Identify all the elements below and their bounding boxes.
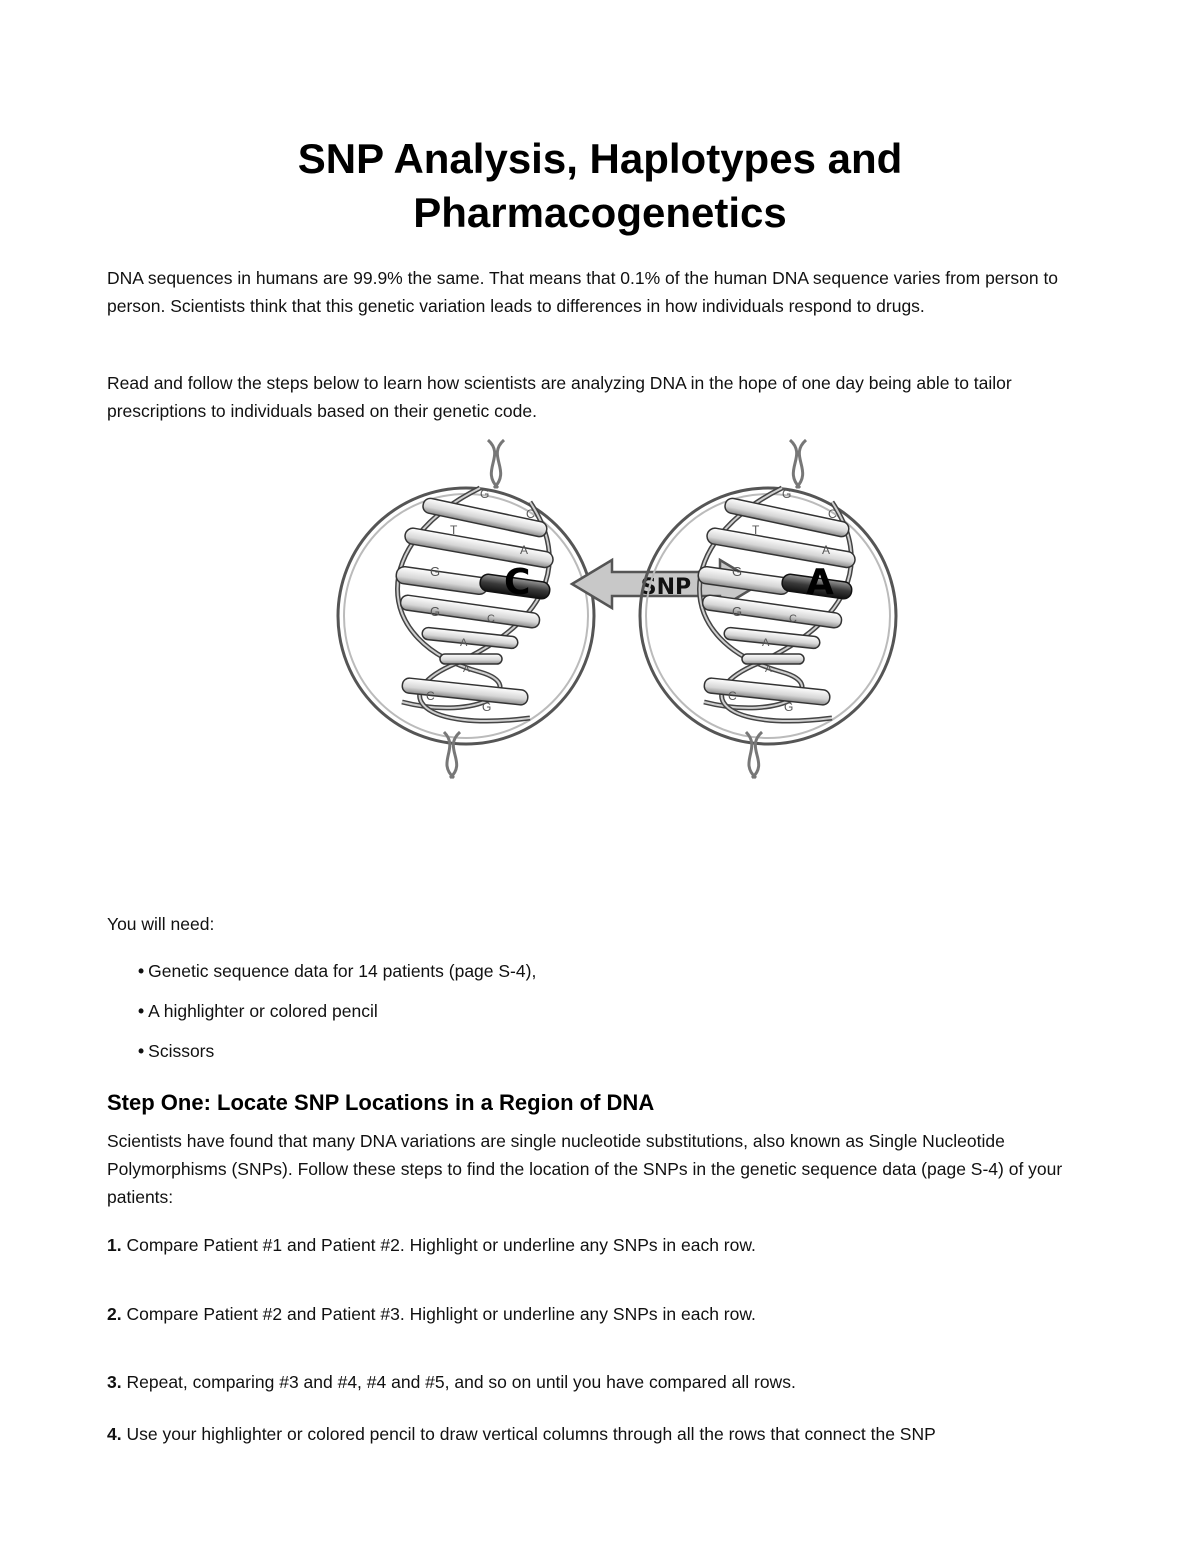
- step-number: 4.: [107, 1424, 122, 1444]
- left-base-5: G: [430, 564, 441, 579]
- intro-paragraph-1: DNA sequences in humans are 99.9% the same. That means that 0.1% of the human DNA sequence varies from person to person. Scientists think that this genetic variation leads to differences in how individuals respond to drugs.: [107, 268, 1059, 316]
- left-base-10: C: [426, 689, 435, 703]
- left-base-9: A: [463, 664, 470, 675]
- step-3: [107, 1368, 1097, 1396]
- needs-label: You will need:: [107, 914, 215, 934]
- step-1: [107, 1231, 1097, 1259]
- step-2: [107, 1300, 1097, 1328]
- left-base-3: T: [450, 523, 458, 537]
- left-base-8: A: [460, 637, 468, 649]
- step-text: Compare Patient #1 and Patient #2. Highlight or underline any SNPs in each row.: [126, 1235, 756, 1255]
- intro-paragraph-2: Read and follow the steps below to learn how scientists are analyzing DNA in the hope of one day being able to tailor prescriptions to individuals based on their genetic code.: [107, 373, 1012, 421]
- left-base-7: C: [487, 613, 495, 625]
- page-title: [0, 132, 1200, 240]
- step-number: 2.: [107, 1304, 122, 1324]
- needs-list: [138, 957, 536, 1077]
- needs-item-1: Genetic sequence data for 14 patients (page S-4),: [148, 961, 537, 981]
- snp-dna-illustration: [330, 432, 910, 792]
- step-4: [107, 1420, 1097, 1448]
- left-snp-letter: C: [504, 562, 531, 603]
- bullet-icon: •: [138, 1041, 145, 1061]
- right-base-10: C: [728, 689, 737, 703]
- title-line-1: SNP Analysis, Haplotypes and: [297, 135, 903, 182]
- left-base-4: A: [520, 543, 529, 557]
- step-one-intro: Scientists have found that many DNA variations are single nucleotide substitutions, also known as Single Nucleotide Polymorphisms (SNPs). Follow these steps to find the location of the SNPs in the genetic sequence data (page S-4) of your patients:: [107, 1131, 1063, 1207]
- left-base-11: G: [482, 700, 492, 714]
- step-one-heading: Step One: Locate SNP Locations in a Region of DNA: [107, 1090, 655, 1115]
- snp-arrow-label: SNP: [640, 575, 692, 600]
- left-base-6: G: [430, 604, 441, 619]
- list-item: [138, 1037, 536, 1077]
- step-number: 1.: [107, 1235, 122, 1255]
- needs-item-3: Scissors: [148, 1041, 215, 1061]
- right-base-1: G: [782, 487, 792, 501]
- right-base-9: A: [765, 664, 772, 675]
- left-base-2: C: [526, 507, 535, 521]
- step-text: Compare Patient #2 and Patient #3. Highlight or underline any SNPs in each row.: [126, 1304, 756, 1324]
- title-line-2: Pharmacogenetics: [413, 189, 787, 236]
- right-base-7: C: [789, 613, 797, 625]
- list-item: [138, 957, 536, 997]
- step-text: Repeat, comparing #3 and #4, #4 and #5, and so on until you have compared all rows.: [126, 1372, 796, 1392]
- right-helix: [640, 440, 896, 778]
- left-base-1: G: [480, 487, 490, 501]
- right-base-4: A: [822, 543, 831, 557]
- right-base-3: T: [752, 523, 760, 537]
- right-base-6: G: [732, 604, 743, 619]
- left-helix: [338, 440, 594, 778]
- right-base-8: A: [762, 637, 770, 649]
- right-base-2: C: [828, 507, 837, 521]
- right-base-11: G: [784, 700, 794, 714]
- step-text: Use your highlighter or colored pencil to draw vertical columns through all the rows that connect the SNP: [126, 1424, 936, 1444]
- needs-item-2: A highlighter or colored pencil: [148, 1001, 378, 1021]
- bullet-icon: •: [138, 961, 145, 981]
- step-number: 3.: [107, 1372, 122, 1392]
- bullet-icon: •: [138, 1001, 145, 1021]
- list-item: [138, 997, 536, 1037]
- right-base-5: G: [732, 564, 743, 579]
- snp-dna-figure: [330, 432, 910, 792]
- right-snp-letter: A: [806, 562, 834, 603]
